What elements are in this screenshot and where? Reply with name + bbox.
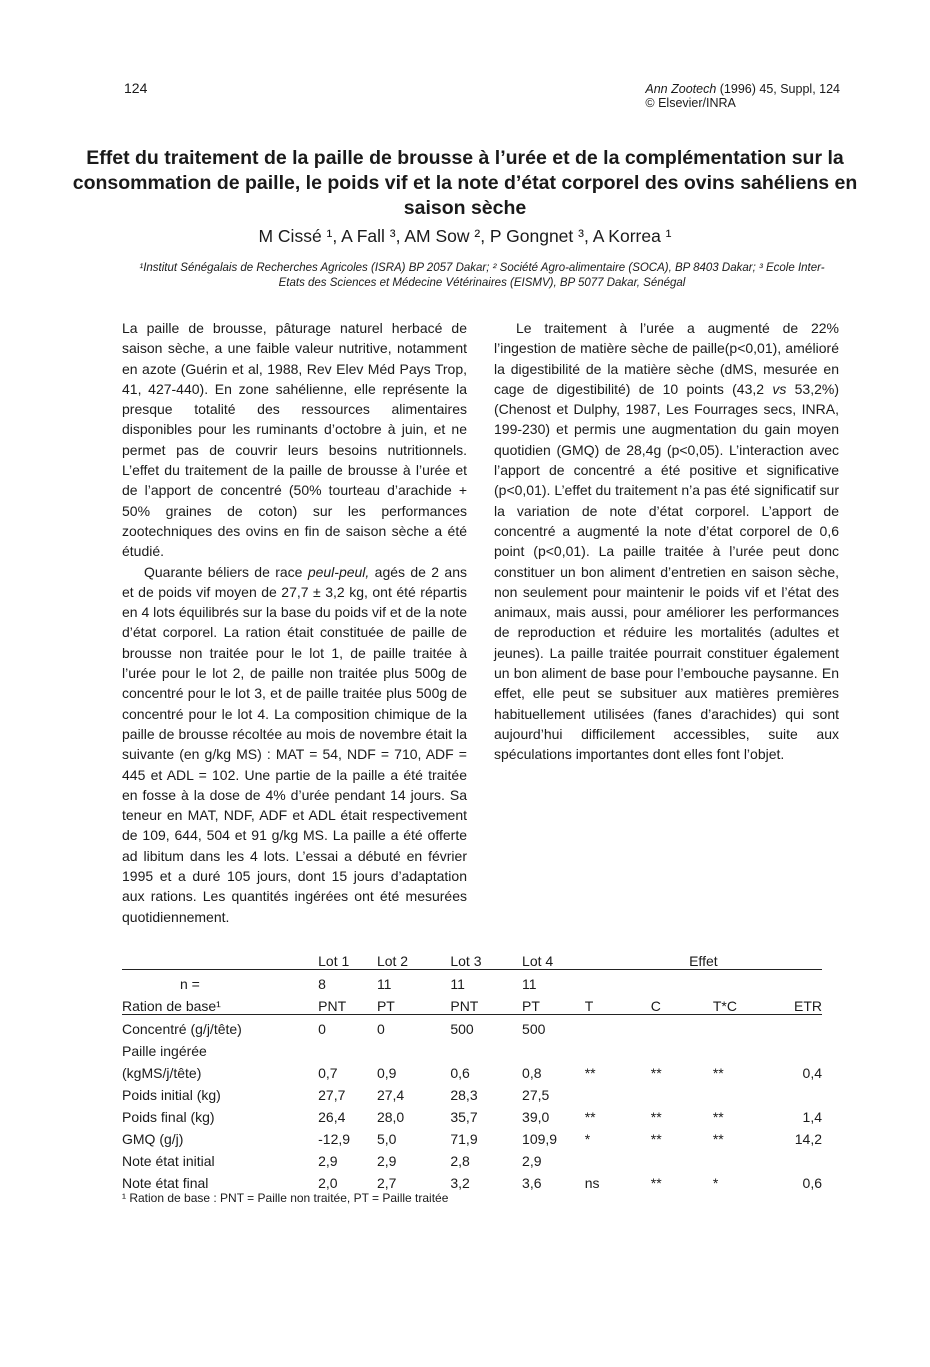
paragraph-methods: Quarante béliers de race peul-peul, agés de 2 ans et de poids vif moyen de 27,7 ± 3,2 kg, ont été répartis en 4 lots équilibrés sur la base du poids vif et de la note d’état corporel. La ration était constituée de paille de brousse non traitée pour le lot 1, de paille traitée à l’urée pour le lot 2, de paille non traitée plus 500g de concentré pour le lot 3, et de paille traitée plus 500g de concentré pour le lot 4. La composition chimique de la paille de brousse récoltée au mois de novembre était la suivante (en g/kg MS) : MAT = 54, NDF = 710, ADF = 445 et ADL = 102. Une partie de la paille a été traitée en fosse à la dose de 4% d’urée pendant 14 jours. Sa teneur en MAT, NDF, ADF et ADL était respectivement de 109, 644, 504 et 91 g/kg MS. La paille a été offerte ad libitum dans les 4 lots. L’essai a débuté en février 1995 et a duré 105 jours, dont 15 jours d’adaptation aux rations. Les quantités ingérées ont été mesurées quotidiennement. xyxy=(122,563,467,925)
header-effet: Effet xyxy=(585,945,822,970)
body-column-left xyxy=(122,318,467,927)
table-row: Note état final 2,0 2,7 3,2 3,6 ns ** * 0,6 xyxy=(122,1175,822,1191)
copyright: © Elsevier/INRA xyxy=(645,96,736,110)
journal-reference xyxy=(645,82,840,110)
journal-name: Ann Zootech xyxy=(645,82,717,96)
paragraph-results: Le traitement à l’urée a augmenté de 22% l’ingestion de matière sèche de paille(p<0,01), amélioré la digestibilité de la matière sèche (dMS, mesurée en cage de digestibilité) de 10 points (43,2 vs 53,2%) (Chenost et Dulphy, 1987, Les Fourrages secs, INRA, 199-230) et permis une augmentation du gain moyen quotidien (GMQ) de 28,4g (p<0,05). L’interaction avec l’apport de concentré a été positive et significative (p<0,01). L’effet du traitement n’a pas été significatif sur la variation de note d’état corporel. L’apport de concentré a augmenté la note d’état corporel de 0,6 point (p<0,01). La paille traitée à l’urée peut donc constituer un bon aliment d’entretien en saison sèche, non seulement pour maintenir le poids vif et l’état des animaux, mais aussi, pour améliorer les performances de reproduction et réduire les mortalités (adultes et jeunes). La paille traitée pourrait constituer également un bon aliment de base pour l’embouche paysanne. En effet, elle peut se subsituer aux matières premières habituellement utilisées (fanes d’arachides) qui sont aujourd’hui difficilement accessibles, suite aux spéculations importantes dont elles font l’objet. xyxy=(494,320,839,763)
header-effect-txc: T*C xyxy=(713,992,784,1015)
breed-name: peul-peul, xyxy=(307,563,370,580)
author-list: M Cissé ¹, A Fall ³, AM Sow ², P Gongnet ³, A Korrea ¹ xyxy=(258,226,672,246)
article-title: Effet du traitement de la paille de brousse à l’urée et de la complémentation sur la consommation de paille, le poids vif et la note d’état corporel des ovins sahéliens en saison sèche xyxy=(72,147,858,219)
header-lot2: Lot 2 xyxy=(377,945,450,970)
table-header-row xyxy=(122,945,822,970)
table-row: Concentré (g/j/tête) 0 0 500 500 xyxy=(122,1021,546,1037)
header-effect-t: T xyxy=(585,992,651,1015)
journal-details: (1996) 45, Suppl, 124 xyxy=(719,82,840,96)
table-row-ration: Ration de base¹ PNT PT PNT PT T C T*C ETR xyxy=(122,992,822,1015)
affiliations: ¹Institut Sénégalais de Recherches Agricoles (ISRA) BP 2057 Dakar; ² Société Agro-alimentaire (SOCA), BP 8403 Dakar; ³ Ecole Inter-Etats des Sciences et Médecine Vétérinaires (EISMV), BP 5077 Dakar, Sénégal xyxy=(139,262,825,289)
body-column-right xyxy=(494,318,839,765)
table-row-n: n = 8 11 11 11 xyxy=(180,976,537,992)
table-row: GMQ (g/j) -12,9 5,0 71,9 109,9 * ** ** 14,2 xyxy=(122,1131,822,1147)
table-footnote: ¹ Ration de base : PNT = Paille non traitée, PT = Paille traitée xyxy=(122,1191,449,1205)
header-lot3: Lot 3 xyxy=(450,945,522,970)
header-lot4: Lot 4 xyxy=(522,945,585,970)
header-effect-c: C xyxy=(651,992,713,1015)
paragraph-introduction: La paille de brousse, pâturage naturel herbacé de saison sèche, a une faible valeur nutritive, notamment en azote (Guérin et al, 1988, Rev Elev Méd Pays Trop, 41, 427-440). En zone sahélienne, elle représente la presque totalité des ressources alimentaires disponibles pour les ruminants d’octobre à juin, et ne permet pas de couvrir leurs besoins nutritionnels. L’effet du traitement de la paille de brousse à l’urée et de l’apport de concentré (50% tourteau d’arachide + 50% graines de coton) sur les performances zootechniques des ovins en fin de saison sèche a été étudié. xyxy=(122,320,467,560)
table-row: (kgMS/j/tête) 0,7 0,9 0,6 0,8 ** ** ** 0,4 xyxy=(122,1065,822,1081)
page-number: 124 xyxy=(124,80,148,96)
header-lot1: Lot 1 xyxy=(318,945,377,970)
table-row: Note état initial 2,9 2,9 2,8 2,9 xyxy=(122,1153,542,1169)
table-row: Poids initial (kg) 27,7 27,4 28,3 27,5 xyxy=(122,1087,550,1103)
table-row: Paille ingérée xyxy=(122,1043,207,1059)
header-effect-etr: ETR xyxy=(784,992,822,1015)
table-row: Poids final (kg) 26,4 28,0 35,7 39,0 ** ** ** 1,4 xyxy=(122,1109,822,1125)
results-table xyxy=(122,945,822,1191)
